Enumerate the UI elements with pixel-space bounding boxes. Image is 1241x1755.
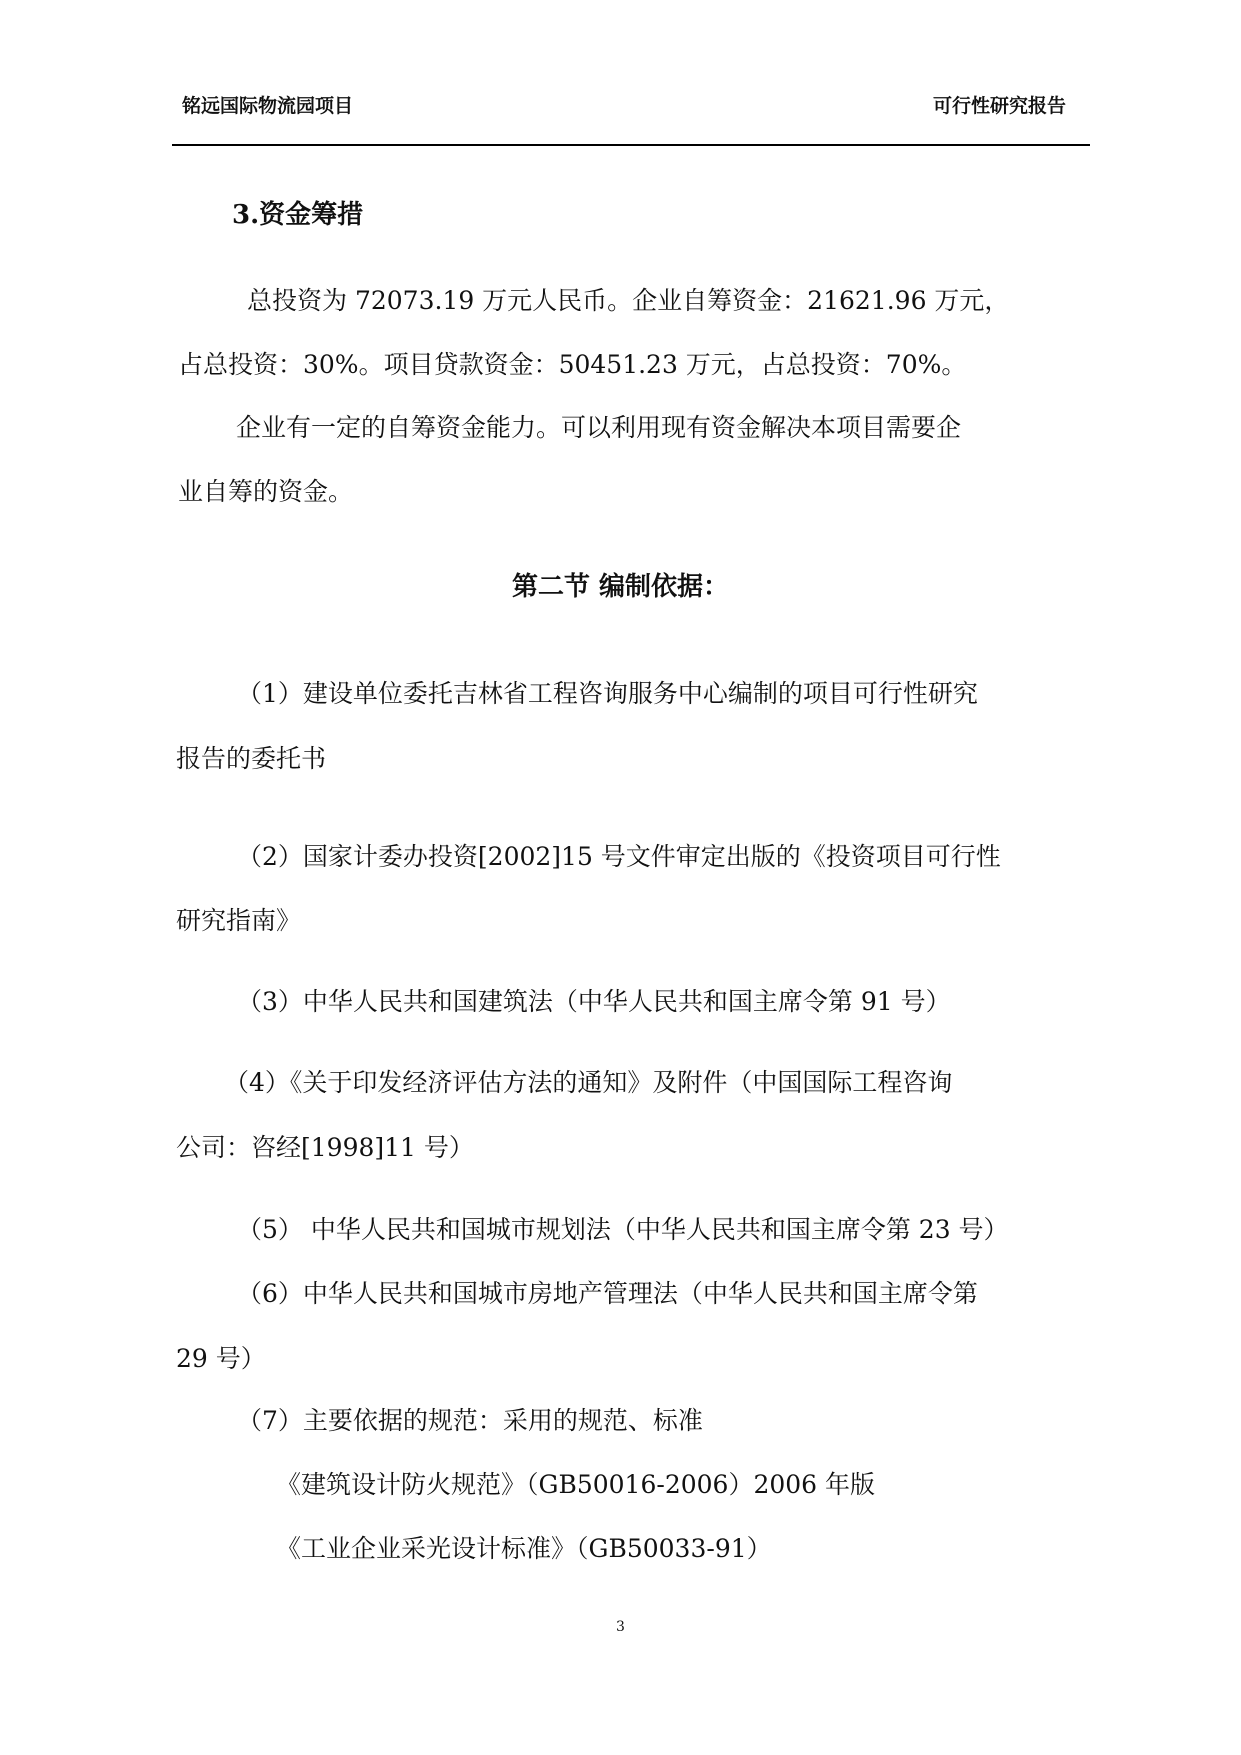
page-number: 3 bbox=[616, 1619, 625, 1635]
page-header bbox=[172, 90, 1076, 122]
header-divider bbox=[172, 144, 1090, 146]
basis-item-3: （3）中华人民共和国建筑法（中华人民共和国主席令第 91 号） bbox=[237, 987, 951, 1016]
basis-item-2-line-1: （2）国家计委办投资[2002]15 号文件审定出版的《投资项目可行性 bbox=[237, 842, 1001, 871]
basis-item-5: （5） 中华人民共和国城市规划法（中华人民共和国主席令第 23 号） bbox=[237, 1215, 1009, 1244]
basis-item-2-line-2: 研究指南》 bbox=[176, 906, 302, 935]
header-project-title: 铭远国际物流园项目 bbox=[182, 95, 354, 117]
funding-paragraph2-line-2: 业自筹的资金。 bbox=[178, 477, 354, 506]
funding-paragraph-line-1: 总投资为 72073.19 万元人民币。企业自筹资金：21621.96 万元， bbox=[247, 286, 1010, 315]
basis-item-6-line-2: 29 号） bbox=[176, 1344, 266, 1373]
funding-heading: 3.资金筹措 bbox=[232, 200, 364, 230]
basis-item-7: （7）主要依据的规范：采用的规范、标准 bbox=[237, 1406, 703, 1435]
standard-lighting-code: 《工业企业采光设计标准》（GB50033-91） bbox=[276, 1534, 772, 1563]
basis-item-1-line-1: （1）建设单位委托吉林省工程咨询服务中心编制的项目可行性研究 bbox=[237, 679, 978, 708]
basis-item-4-line-2: 公司：咨经[1998]11 号） bbox=[176, 1133, 474, 1162]
funding-paragraph2-line-1: 企业有一定的自筹资金能力。可以利用现有资金解决本项目需要企 bbox=[236, 413, 962, 442]
standard-fire-code: 《建筑设计防火规范》（GB50016-2006）2006 年版 bbox=[276, 1470, 876, 1499]
basis-item-1-line-2: 报告的委托书 bbox=[176, 744, 327, 773]
basis-item-4-line-1: （4）《关于印发经济评估方法的通知》及附件（中国国际工程咨询 bbox=[224, 1068, 953, 1097]
basis-item-6-line-1: （6）中华人民共和国城市房地产管理法（中华人民共和国主席令第 bbox=[237, 1279, 978, 1308]
funding-paragraph-line-2: 占总投资：30%。项目贷款资金：50451.23 万元，占总投资：70%。 bbox=[178, 350, 967, 379]
header-report-type: 可行性研究报告 bbox=[932, 95, 1066, 117]
section-title: 第二节 编制依据： bbox=[511, 572, 730, 602]
